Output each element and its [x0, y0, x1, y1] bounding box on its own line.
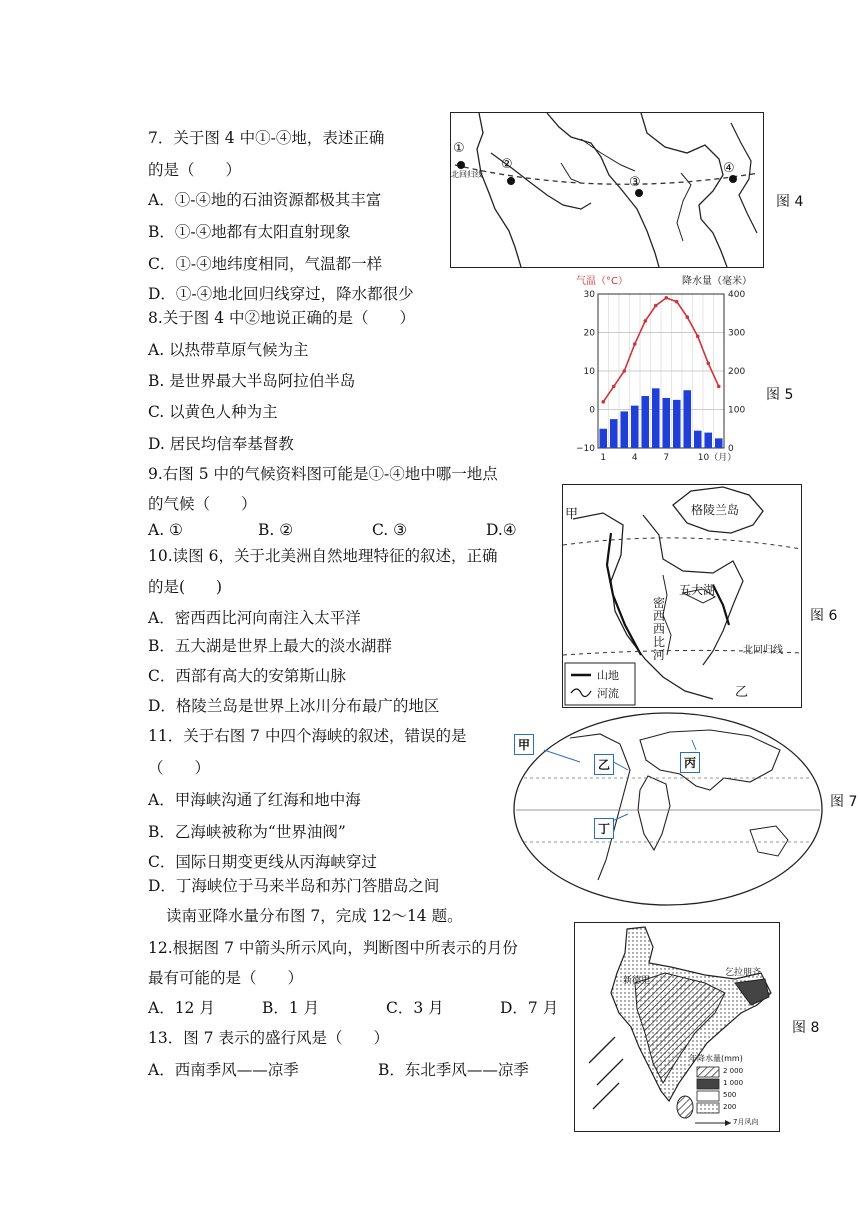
- point-1-label: ①: [453, 141, 465, 156]
- legend-200: 200: [723, 1103, 737, 1111]
- temperature-point: [622, 369, 626, 373]
- new-delhi-label: 新德里: [623, 976, 651, 986]
- figure-5-chart: [572, 272, 768, 470]
- q12-option-d: D．7 月: [500, 999, 559, 1017]
- precip-bar: [620, 411, 628, 448]
- q13-option-a: A．西南季风——凉季: [148, 1061, 299, 1079]
- q10-option-c: C．西部有高大的安第斯山脉: [148, 667, 346, 685]
- q7-stem: 7．关于图 4 中①-④地，表述正确: [148, 129, 385, 147]
- q7-option-a: A．①-④地的石油资源都极其丰富: [148, 191, 382, 209]
- temp-tick-label: −10: [576, 444, 595, 454]
- temperature-point: [675, 300, 679, 304]
- q10-stem-cont: 的是( ): [148, 578, 223, 596]
- tropic-label-na: 北回归线: [743, 645, 783, 656]
- precip-legend-title: 年降水量(mm): [689, 1054, 743, 1063]
- q10-option-d: D．格陵兰岛是世界上冰川分布最广的地区: [148, 697, 440, 715]
- cherrapunji-label: 乞拉朋齐: [725, 968, 762, 978]
- precip-axis-title: 降水量（毫米）: [682, 276, 752, 287]
- figure-4-caption: 图 4: [776, 194, 804, 210]
- q7-option-c: C．①-④地纬度相同，气温都一样: [148, 255, 383, 273]
- q12-option-a: A．12 月: [148, 999, 215, 1017]
- precip-bar: [641, 396, 649, 448]
- precip-bar: [610, 419, 618, 448]
- figure-7-caption: 图 7: [830, 794, 858, 810]
- temperature-point: [664, 296, 668, 300]
- q8-option-b: B. 是世界最大半岛阿拉伯半岛: [148, 372, 356, 390]
- precip-bar: [652, 388, 660, 448]
- temp-tick-label: 0: [589, 405, 595, 416]
- precip-bar: [599, 429, 607, 448]
- q11-option-a: A．甲海峡沟通了红海和地中海: [148, 791, 361, 809]
- q12-option-b: B．1 月: [262, 999, 320, 1017]
- q7-option-d: D．①-④地北回归线穿过，降水都很少: [148, 285, 414, 303]
- great-lakes-label: 五大湖: [679, 583, 716, 597]
- q9-option-c: C. ③: [372, 521, 408, 539]
- figure-8-caption: 图 8: [792, 1020, 820, 1036]
- temp-tick-label: 20: [583, 328, 595, 339]
- q9-stem-cont: 的气候（ ）: [148, 495, 257, 513]
- temperature-point: [601, 400, 605, 404]
- temperature-point: [717, 385, 721, 389]
- section-intro: 读南亚降水量分布图 7，完成 12～14 题。: [166, 907, 463, 925]
- greenland-label: 格陵兰岛: [691, 503, 740, 517]
- q9-option-d: D.④: [486, 521, 517, 539]
- precip-tick-label: 100: [728, 405, 746, 416]
- q10-option-b: B．五大湖是世界上最大的淡水湖群: [148, 637, 392, 655]
- wind-direction-label: 7月风向: [733, 1118, 759, 1126]
- legend-2000: 2 000: [723, 1067, 744, 1075]
- precip-bar: [631, 406, 639, 448]
- precip-tick-label: 0: [728, 444, 734, 454]
- q11-option-d: D．丁海峡位于马来半岛和苏门答腊岛之间: [148, 877, 440, 895]
- legend-river: 河流: [597, 687, 619, 700]
- q11-stem-cont: （ ）: [148, 759, 211, 777]
- point-4-label: ④: [723, 161, 735, 176]
- q9-stem: 9.右图 5 中的气候资料图可能是①-④地中哪一地点: [148, 465, 498, 483]
- q11-option-c: C．国际日期变更线从丙海峡穿过: [148, 853, 377, 871]
- month-tick-label: 10（月）: [697, 453, 737, 463]
- strait-yi-label: 乙: [594, 754, 614, 775]
- month-tick-label: 4: [631, 453, 638, 463]
- figure-6-caption: 图 6: [810, 608, 838, 624]
- point-2-label: ②: [501, 157, 513, 172]
- legend-mountain: 山地: [597, 669, 619, 682]
- precip-bar: [704, 433, 712, 448]
- q13-option-b: B．东北季风——凉季: [378, 1061, 529, 1079]
- temperature-point: [612, 385, 616, 389]
- figure-8-map: [574, 922, 780, 1132]
- temperature-point: [706, 362, 710, 366]
- figure-5-caption: 图 5: [766, 387, 794, 403]
- q8-option-a: A. 以热带草原气候为主: [148, 341, 309, 359]
- q8-option-c: C. 以黄色人种为主: [148, 403, 278, 421]
- label-yi-na: 乙: [735, 685, 749, 700]
- legend-1000: 1 000: [723, 1079, 744, 1087]
- figure-4-map: [450, 112, 764, 268]
- precip-bar: [673, 400, 681, 448]
- figure-6-map: [562, 484, 802, 708]
- point-3-label: ③: [629, 175, 641, 190]
- temperature-point: [633, 342, 637, 346]
- precip-tick-label: 200: [728, 367, 746, 377]
- precip-bar: [715, 438, 723, 448]
- precip-bar: [662, 398, 670, 448]
- precip-bar: [683, 390, 691, 448]
- month-tick-label: 1: [600, 453, 607, 463]
- figure-7-map: [510, 710, 826, 908]
- q13-stem: 13．图 7 表示的盛行风是（ ）: [148, 1029, 389, 1047]
- q8-option-d: D. 居民均信奉基督教: [148, 435, 294, 453]
- q7-option-b: B．①-④地都有太阳直射现象: [148, 223, 351, 241]
- q12-stem-cont: 最有可能的是（ ）: [148, 969, 304, 987]
- strait-bing-label: 丙: [680, 752, 700, 773]
- q9-option-a: A. ①: [148, 521, 183, 539]
- label-jia-na: 甲: [565, 507, 579, 522]
- temperature-point: [685, 315, 689, 319]
- temperature-point: [696, 335, 700, 339]
- legend-500: 500: [723, 1091, 737, 1099]
- q8-stem: 8.关于图 4 中②地说正确的是（ ）: [148, 309, 416, 327]
- q12-stem: 12.根据图 7 中箭头所示风向，判断图中所表示的月份: [148, 939, 518, 957]
- temp-tick-label: 30: [583, 290, 595, 300]
- temp-tick-label: 10: [583, 367, 595, 377]
- mississippi-label: 密西西比河: [653, 596, 666, 662]
- precip-tick-label: 400: [728, 290, 746, 300]
- temp-axis-title: 气温（°C）: [576, 276, 628, 287]
- month-tick-label: 7: [663, 453, 670, 463]
- temperature-point: [654, 304, 658, 308]
- precip-bar: [694, 431, 702, 448]
- q11-option-b: B．乙海峡被称为“世界油阀”: [148, 823, 346, 841]
- precip-tick-label: 300: [728, 328, 746, 339]
- q7-stem-cont: 的是（ ）: [148, 161, 242, 179]
- q10-option-a: A．密西西比河向南注入太平洋: [148, 609, 361, 627]
- q9-option-b: B. ②: [258, 521, 294, 539]
- tropic-label: 北回归线: [451, 170, 483, 179]
- strait-jia-label: 甲: [514, 734, 534, 755]
- q10-stem: 10.读图 6，关于北美洲自然地理特征的叙述，正确: [148, 547, 498, 565]
- q12-option-c: C．3 月: [386, 999, 444, 1017]
- q11-stem: 11．关于右图 7 中四个海峡的叙述，错误的是: [148, 727, 467, 745]
- temperature-point: [643, 319, 647, 323]
- strait-ding-label: 丁: [594, 818, 614, 839]
